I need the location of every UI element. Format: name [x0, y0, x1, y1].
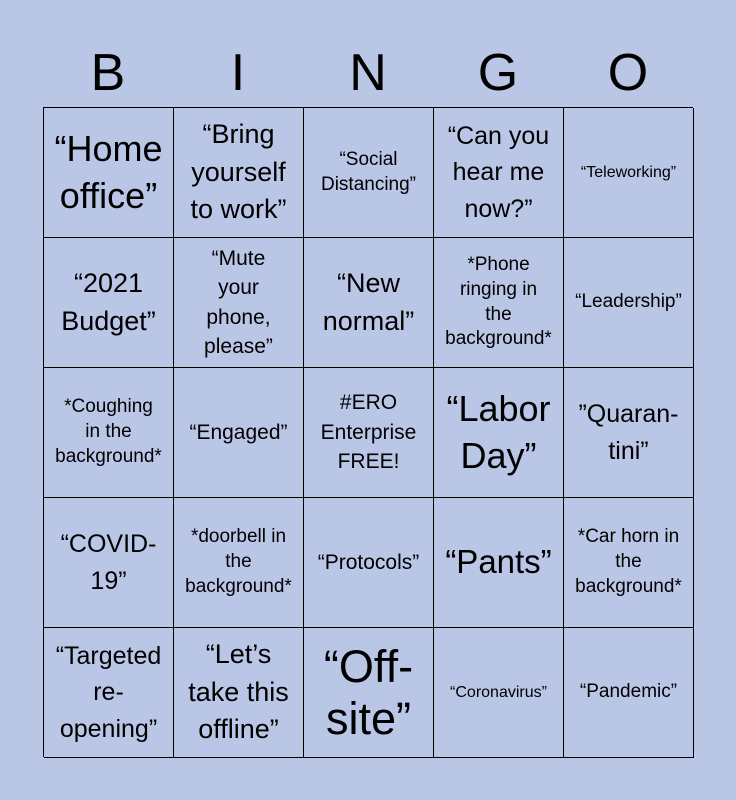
cell-text: *Car horn in the background*	[575, 526, 682, 597]
bingo-cell[interactable]	[304, 498, 434, 628]
cell-text: “Labor Day”	[446, 387, 551, 476]
cell-text: “COVID- 19”	[60, 530, 157, 595]
bingo-cell[interactable]	[304, 368, 434, 498]
bingo-cell[interactable]	[44, 238, 174, 368]
bingo-cell[interactable]	[434, 368, 564, 498]
cell-text: “Bring yourself to work”	[190, 118, 287, 225]
bingo-cell[interactable]	[174, 368, 304, 498]
cell-text: *Phone ringing in the background*	[445, 254, 552, 350]
cell-text: “Let’s take this offline”	[188, 638, 289, 745]
cell-text: *Coughing in the background*	[55, 396, 162, 467]
cell-text: “Pants”	[445, 543, 552, 581]
cell-text: *doorbell in the background*	[185, 526, 292, 597]
cell-text: ”Quaran- tini”	[578, 400, 679, 465]
bingo-header	[43, 40, 693, 106]
header-letter-n: N	[349, 44, 387, 102]
bingo-cell[interactable]	[44, 368, 174, 498]
bingo-cell[interactable]	[174, 498, 304, 628]
cell-text: “Coronavirus”	[450, 683, 547, 701]
bingo-cell[interactable]	[174, 108, 304, 238]
bingo-cell[interactable]	[174, 238, 304, 368]
cell-text: “Protocols”	[317, 550, 420, 574]
header-letter-b: B	[90, 44, 126, 102]
bingo-cell[interactable]	[564, 498, 694, 628]
bingo-cell[interactable]	[564, 628, 694, 758]
cell-text: #ERO Enterprise FREE!	[320, 391, 417, 474]
cell-text: “Targeted re- opening”	[55, 642, 162, 743]
bingo-cell[interactable]	[434, 238, 564, 368]
bingo-cell[interactable]	[434, 498, 564, 628]
cell-text: “Mute your phone, please”	[204, 246, 273, 358]
cell-text: “Engaged”	[189, 420, 288, 444]
bingo-cell[interactable]	[304, 628, 434, 758]
bingo-cell[interactable]	[564, 238, 694, 368]
cell-text: “Social Distancing”	[320, 148, 417, 195]
cell-text: “Leadership”	[575, 291, 682, 313]
header-letter-g: G	[477, 44, 519, 102]
bingo-cell[interactable]	[44, 628, 174, 758]
bingo-cell[interactable]	[44, 498, 174, 628]
header-letter-i: I	[230, 44, 246, 102]
bingo-cell[interactable]	[304, 238, 434, 368]
cell-text: “New normal”	[322, 267, 415, 336]
header-letter-o: O	[607, 44, 649, 102]
bingo-card	[43, 107, 693, 757]
bingo-cell[interactable]	[174, 628, 304, 758]
cell-text: “2021 Budget”	[61, 267, 156, 336]
cell-text: “Home office”	[54, 127, 163, 216]
bingo-cell[interactable]	[564, 368, 694, 498]
bingo-cell[interactable]	[44, 108, 174, 238]
cell-text: “Can you hear me now?”	[447, 122, 550, 223]
cell-text: “Teleworking”	[580, 163, 677, 181]
bingo-cell[interactable]	[434, 108, 564, 238]
bingo-cell[interactable]	[564, 108, 694, 238]
bingo-cell[interactable]	[304, 108, 434, 238]
cell-text: “Off- site”	[323, 640, 414, 744]
bingo-cell[interactable]	[434, 628, 564, 758]
cell-text: “Pandemic”	[579, 681, 678, 703]
